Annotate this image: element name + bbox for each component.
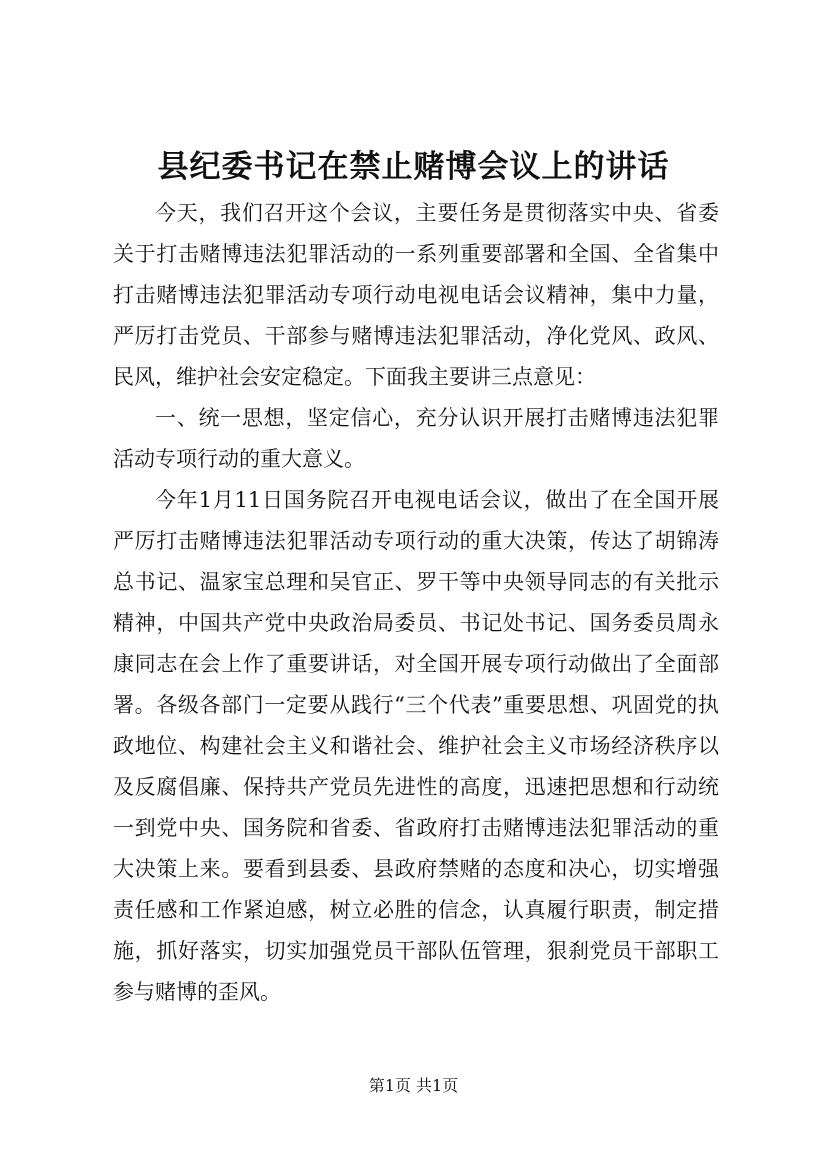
document-title: 县纪委书记在禁止赌博会议上的讲话 (157, 149, 670, 185)
document-body (113, 193, 719, 1013)
paragraph-section-heading: 一、统一思想，坚定信心，充分认识开展打击赌博违法犯罪活动专项行动的重大意义。 (113, 406, 719, 471)
page-number-footer: 第1页 共1页 (368, 1076, 459, 1095)
paragraph-main: 今年1月11日国务院召开电视电话会议，做出了在全国开展严厉打击赌博违法犯罪活动专项行动的重大决策，传达了胡锦涛总书记、温家宝总理和吴官正、罗干等中央领导同志的有关批示精神，中国共产党中央政治局委员、书记处书记、国务委员周永康同志在会上作了重要讲话，对全国开展专项行动做出了全面部署。各级各部门一定要从践行“三个代表”重要思想、巩固党的执政地位、构建社会主义和谐社会、维护社会主义市场经济秩序以及反腐倡廉、保持共产党员先进性的高度，迅速把思想和行动统一到党中央、国务院和省委、省政府打击赌博违法犯罪活动的重大决策上来。要看到县委、县政府禁赌的态度和决心，切实增强责任感和工作紧迫感，树立必胜的信念，认真履行职责，制定措施，抓好落实，切实加强党员干部队伍管理，狠刹党员干部职工参与赌博的歪风。 (113, 488, 719, 1004)
paragraph-intro: 今天，我们召开这个会议，主要任务是贯彻落实中央、省委关于打击赌博违法犯罪活动的一系列重要部署和全国、全省集中打击赌博违法犯罪活动专项行动电视电话会议精神，集中力量，严厉打击党员、干部参与赌博违法犯罪活动，净化党风、政风、民风，维护社会安定稳定。下面我主要讲三点意见： (113, 201, 719, 389)
